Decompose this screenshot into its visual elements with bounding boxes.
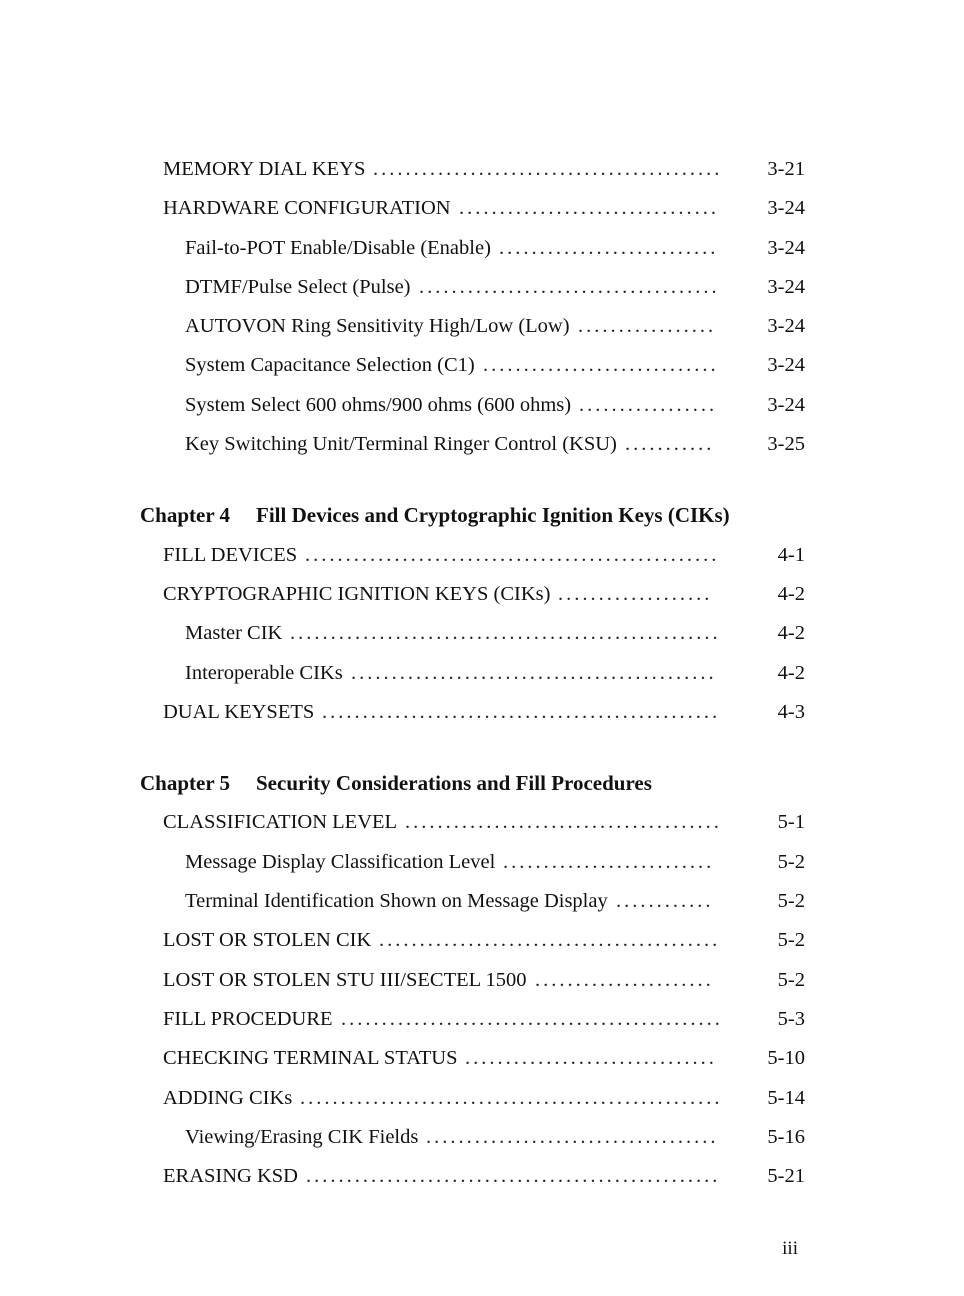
- toc-entry[interactable]: [0, 1039, 964, 1078]
- toc-entry-title: FILL PROCEDURE: [163, 1007, 333, 1030]
- toc-entry-page: 5-16: [767, 1125, 805, 1148]
- toc-entry-title: Interoperable CIKs: [185, 661, 343, 684]
- toc-entry-page: 3-21: [767, 158, 805, 180]
- toc-entry-title: Fail-to-POT Enable/Disable (Enable): [185, 236, 491, 259]
- toc-entry-page: 3-24: [767, 315, 805, 338]
- dot-leader: ....................................: [426, 1125, 719, 1148]
- toc-entry-title: System Select 600 ohms/900 ohms (600 ohms): [185, 393, 572, 416]
- toc-entry-page: 5-2: [777, 968, 805, 991]
- toc-entry-title: System Capacitance Selection (C1): [185, 354, 475, 377]
- toc-entry-page: 5-14: [767, 1086, 805, 1109]
- dot-leader: .................: [579, 393, 718, 416]
- toc-entry[interactable]: [0, 1000, 964, 1039]
- dot-leader: ...............................: [465, 1047, 717, 1070]
- toc-entry-title: HARDWARE CONFIGURATION: [163, 197, 451, 220]
- section-spacer: [0, 732, 964, 764]
- toc-entry-page: 5-1: [777, 811, 805, 834]
- dot-leader: ...........................................: [373, 158, 723, 180]
- toc-entry-title: Master CIK: [185, 622, 283, 645]
- toc-entry[interactable]: [0, 1157, 964, 1196]
- toc-entry[interactable]: [0, 1079, 964, 1118]
- toc-entry-title: AUTOVON Ring Sensitivity High/Low (Low): [185, 315, 570, 338]
- toc-entry[interactable]: [0, 882, 964, 921]
- toc-entry-title: Terminal Identification Shown on Message Display: [185, 890, 608, 913]
- chapter-title: Security Considerations and Fill Procedures: [256, 771, 652, 796]
- chapter-heading: [0, 764, 964, 803]
- toc-entry-title: Viewing/Erasing CIK Fields: [185, 1125, 419, 1148]
- toc-entry-title: DUAL KEYSETS: [163, 700, 315, 723]
- dot-leader: .................: [578, 315, 717, 338]
- chapter-number: Chapter 5: [140, 771, 231, 796]
- toc-entry-page: 3-24: [767, 354, 805, 377]
- table-of-contents: [0, 150, 964, 1196]
- dot-leader: ................................: [459, 197, 719, 220]
- dot-leader: .............................................: [351, 661, 717, 684]
- dot-leader: ............: [616, 890, 714, 913]
- toc-entry-page: 3-24: [767, 197, 805, 220]
- toc-entry-page: 3-24: [767, 236, 805, 259]
- dot-leader: ...........: [625, 433, 715, 456]
- toc-entry[interactable]: [0, 229, 964, 268]
- dot-leader: .....................................................: [290, 622, 721, 645]
- toc-entry[interactable]: [0, 614, 964, 653]
- toc-entry-title: Key Switching Unit/Terminal Ringer Control (KSU): [185, 433, 617, 456]
- toc-entry-title: ADDING CIKs: [163, 1086, 293, 1109]
- chapter-title: Fill Devices and Cryptographic Ignition Keys (CIKs): [256, 503, 730, 528]
- dot-leader: .............................: [483, 354, 719, 377]
- toc-entry-page: 5-2: [777, 890, 805, 913]
- page-number: iii: [782, 1238, 798, 1259]
- section-spacer: [0, 464, 964, 496]
- toc-entry[interactable]: [0, 654, 964, 693]
- toc-entry-page: 4-2: [777, 582, 805, 605]
- toc-entry-page: 5-10: [767, 1047, 805, 1070]
- toc-entry[interactable]: [0, 575, 964, 614]
- toc-entry-title: Message Display Classification Level: [185, 850, 496, 873]
- dot-leader: ...................................................: [306, 1165, 721, 1188]
- toc-entry[interactable]: [0, 921, 964, 960]
- toc-entry[interactable]: [0, 307, 964, 346]
- toc-entry-title: CHECKING TERMINAL STATUS: [163, 1047, 458, 1070]
- dot-leader: ...............................................: [341, 1007, 723, 1030]
- toc-entry[interactable]: [0, 346, 964, 385]
- toc-entry[interactable]: [0, 268, 964, 307]
- toc-entry-page: 4-2: [777, 622, 805, 645]
- toc-entry-title: FILL DEVICES: [163, 543, 298, 566]
- toc-entry-page: 4-1: [777, 543, 805, 566]
- dot-leader: .....................................: [419, 275, 720, 298]
- toc-entry[interactable]: [0, 189, 964, 228]
- toc-entry[interactable]: [0, 803, 964, 842]
- dot-leader: ..........................: [503, 850, 715, 873]
- toc-entry[interactable]: [0, 1118, 964, 1157]
- toc-entry-page: 3-25: [767, 433, 805, 456]
- toc-entry[interactable]: [0, 150, 964, 189]
- toc-entry-page: 4-2: [777, 661, 805, 684]
- toc-entry-page: 4-3: [777, 700, 805, 723]
- toc-entry-title: LOST OR STOLEN CIK: [163, 929, 372, 952]
- toc-entry[interactable]: [0, 961, 964, 1000]
- chapter-heading: [0, 496, 964, 535]
- toc-entry[interactable]: [0, 693, 964, 732]
- toc-entry-page: 3-24: [767, 275, 805, 298]
- toc-entry-title: CLASSIFICATION LEVEL: [163, 811, 398, 834]
- toc-entry-page: 5-3: [777, 1007, 805, 1030]
- dot-leader: ....................................................: [300, 1086, 723, 1109]
- toc-entry[interactable]: [0, 386, 964, 425]
- toc-entry-title: MEMORY DIAL KEYS: [163, 158, 366, 180]
- toc-entry-title: LOST OR STOLEN STU III/SECTEL 1500: [163, 968, 527, 991]
- toc-entry-page: 5-21: [767, 1165, 805, 1188]
- dot-leader: ...........................: [499, 236, 719, 259]
- dot-leader: .................................................: [322, 700, 721, 723]
- toc-entry[interactable]: [0, 425, 964, 464]
- toc-entry-page: 5-2: [777, 850, 805, 873]
- toc-entry-title: DTMF/Pulse Select (Pulse): [185, 275, 411, 298]
- dot-leader: ......................: [535, 968, 714, 991]
- toc-entry-page: 3-24: [767, 393, 805, 416]
- toc-entry-title: CRYPTOGRAPHIC IGNITION KEYS (CIKs): [163, 582, 551, 605]
- toc-entry[interactable]: [0, 536, 964, 575]
- toc-entry-title: ERASING KSD: [163, 1165, 298, 1188]
- dot-leader: .......................................: [405, 811, 722, 834]
- chapter-number: Chapter 4: [140, 503, 231, 528]
- toc-entry[interactable]: [0, 843, 964, 882]
- dot-leader: ...................................................: [305, 543, 720, 566]
- dot-leader: ...................: [558, 582, 713, 605]
- toc-entry-page: 5-2: [777, 929, 805, 952]
- dot-leader: ..........................................: [379, 929, 721, 952]
